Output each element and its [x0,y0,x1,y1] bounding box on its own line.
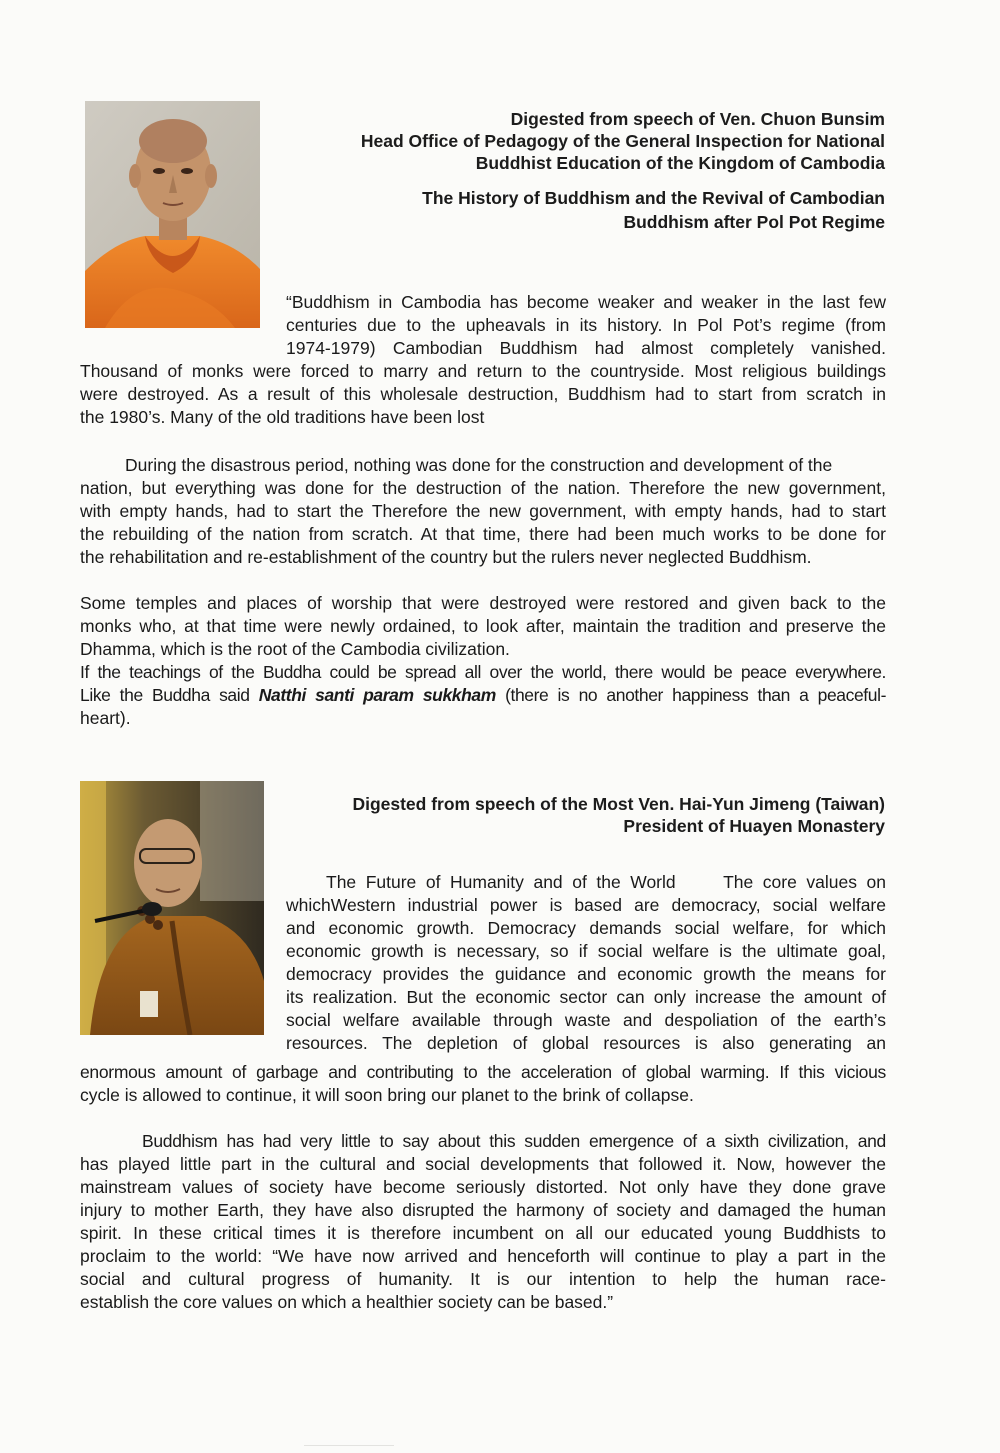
text-line: the 1980’s. Many of the old traditions have been lost [80,407,485,427]
monk-portrait-photo [85,101,260,328]
bottom-divider [304,1445,394,1446]
paragraph-future-of-humanity-continued [80,1061,886,1107]
text-line: social and cultural progress of humanity. It is our intention to help the human race- [80,1269,886,1289]
title-line: The History of Buddhism and the Revival of Cambodian [422,188,885,208]
article-title-1 [325,186,885,234]
text-line: economic growth is necessary, so if social welfare is the ultimate goal, [286,941,886,961]
text-line: centuries due to the upheavals in its history. In Pol Pot’s regime (from [286,315,886,335]
text-line: were destroyed. As a result of this wholesale destruction, Buddhism had to start from scratch in [80,384,886,404]
text-line: injury to mother Earth, they have also disrupted the harmony of society and damaged the human [80,1200,886,1220]
byline-line: Digested from speech of Ven. Chuon Bunsim [510,109,885,129]
speaker-photo-illustration [80,781,264,1035]
text-line: enormous amount of garbage and contributing to the acceleration of global warming. If this vicious [80,1062,886,1082]
text-line: Some temples and places of worship that were destroyed were restored and given back to the [80,593,886,613]
paragraph-temples-restored [80,592,886,730]
text-line: establish the core values on which a healthier society can be based.” [80,1292,614,1312]
monk-portrait-illustration [85,101,260,328]
byline-line: Digested from speech of the Most Ven. Hai-Yun Jimeng (Taiwan) [352,794,885,814]
byline-line: Buddhist Education of the Kingdom of Cambodia [475,153,885,173]
text-line: social welfare available through waste and despoliation of the earth’s [286,1010,886,1030]
paragraph-sixth-civilization [80,1130,886,1314]
text-line: spirit. In these critical times it is therefore incumbent on all our educated young Buddhists to [80,1223,886,1243]
quote-trail-text: (there is no another happiness than a peaceful- [495,685,887,705]
text-line: the rebuilding of the nation from scratch. At that time, there had been much works to be done for [80,524,886,544]
text-line: mainstream values of society have become seriously distorted. Not only have they done grave [80,1177,886,1197]
text-line: heart). [80,708,131,728]
text-line: democracy provides the guidance and economic growth the means for [286,964,886,984]
text-line: 1974-1979) Cambodian Buddhism had almost completely vanished. [286,338,886,358]
quote-lead-text: Like the Buddha said [80,685,259,705]
text-line: proclaim to the world: “We have now arrived and henceforth will continue to play a part in the [80,1246,886,1266]
speaker-photo-monk-at-microphone [80,781,264,1035]
title-line: Buddhism after Pol Pot Regime [623,212,885,232]
text-line: monks who, at that time were newly ordained, to look after, maintain the tradition and preserve the [80,616,886,636]
text-line-quote [80,684,886,707]
text-line: has played little part in the cultural and social developments that followed it. Now, however the [80,1154,886,1174]
speaker-byline-1 [265,108,885,174]
text-line: the rehabilitation and re-establishment of the country but the rulers never neglected Buddhism. [80,547,812,567]
text-line: resources. The depletion of global resources is also generating an [286,1033,886,1053]
paragraph-disastrous-period [80,454,886,569]
text-line: “Buddhism in Cambodia has become weaker and weaker in the last few [286,292,886,312]
text-line: Buddhism has had very little to say about this sudden emergence of a sixth civilization, and [142,1131,886,1151]
pali-quote: Natthi santi param sukkham [258,685,496,705]
text-line: nation, but everything was done for the destruction of the nation. Therefore the new government, [80,478,886,498]
text-line: whichWestern industrial power is based are democracy, social welfare [286,895,886,915]
text-line: During the disastrous period, nothing was done for the construction and development of the [125,455,833,475]
byline-line: Head Office of Pedagogy of the General Inspection for National [360,131,885,151]
text-line: The Future of Humanity and of the World The core values on [326,872,886,892]
text-line: Thousand of monks were forced to marry and return to the countryside. Most religious buildings [80,361,886,381]
paragraph-intro-continued [80,360,886,429]
text-line: If the teachings of the Buddha could be spread all over the world, there would be peace everywhere. [80,662,886,682]
paragraph-future-of-humanity-wrapped [286,871,886,1055]
text-line: with empty hands, had to start the Therefore the new government, with empty hands, had to start [80,501,886,521]
text-line: and economic growth. Democracy demands social welfare, for which [286,918,886,938]
byline-line: President of Huayen Monastery [623,816,885,836]
text-line: its realization. But the economic sector can only increase the amount of [286,987,886,1007]
text-line: cycle is allowed to continue, it will soon bring our planet to the brink of collapse. [80,1085,694,1105]
speaker-byline-2 [265,793,885,837]
text-line: Dhamma, which is the root of the Cambodia civilization. [80,639,510,659]
paragraph-intro-wrapped [286,291,886,360]
